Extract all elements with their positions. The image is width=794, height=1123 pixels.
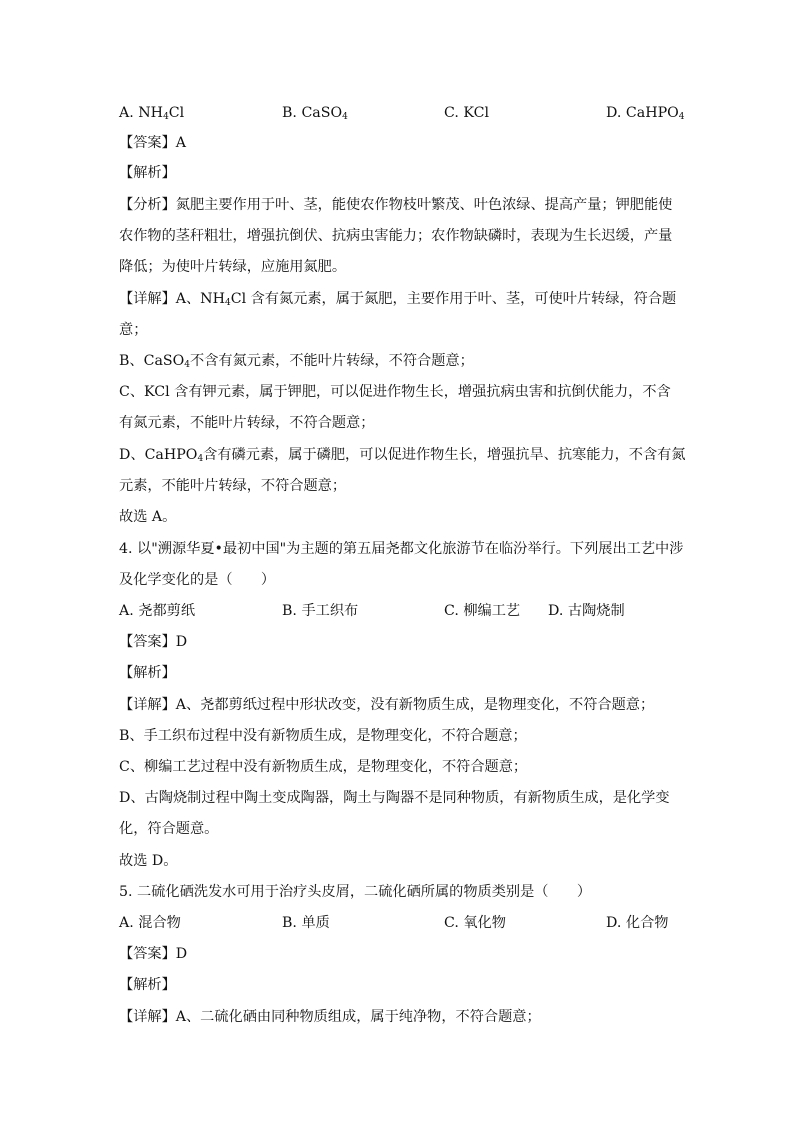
q3-detail-c-cont: 有氮元素，不能叶片转绿，不符合题意；	[119, 415, 375, 431]
q4-analysis-label: 【解析】	[119, 665, 176, 681]
q4-detail-line-4: D、古陶烧制过程中陶土变成陶器，陶土与陶器不是同种物质，有新物质生成，是化学变	[119, 790, 670, 806]
q3-detail-a: 【详解】A、$NH_4Cl$ 含有氮元素，属于氮肥，主要作用于叶、茎，可使叶片转绿，符合题	[119, 291, 677, 308]
q3-detail-c: C、KCl 含有钾元素，属于钾肥，可以促进作物生长，增强抗病虫害和抗倒伏能力，不含	[119, 384, 671, 400]
q4-stem-line-2: 及化学变化的是（ ）	[119, 572, 276, 588]
q4-option-a: A. 尧都剪纸	[119, 603, 196, 619]
q4-detail-line-5: 化，符合题意。	[119, 821, 219, 837]
q3-answer: 【答案】A	[119, 135, 186, 151]
q3-option-c: C. KCl	[444, 105, 489, 121]
q3-fenxi-line-2: 农作物的茎秆粗壮，增强抗倒伏、抗病虫害能力；农作物缺磷时，表现为生长迟缓，产量	[119, 228, 673, 244]
q4-option-c: C. 柳编工艺	[444, 603, 521, 619]
q4-option-b: B. 手工织布	[282, 603, 359, 619]
q3-detail-b: B、CaSO$_4$不含有氮元素，不能叶片转绿，不符合题意；	[119, 353, 474, 370]
q5-detail-line-1: 【详解】A、二硫化硒由同种物质组成，属于纯净物，不符合题意；	[119, 1009, 541, 1025]
q4-detail-line-2: B、手工织布过程中没有新物质生成，是物理变化，不符合题意；	[119, 728, 527, 744]
q3-analysis-label: 【解析】	[119, 165, 176, 181]
q5-analysis-label: 【解析】	[119, 977, 176, 993]
q3-fenxi-line-3: 降低；为使叶片转绿，应施用氮肥。	[119, 259, 347, 275]
q5-stem: 5. 二硫化硒洗发水可用于治疗头皮屑，二硫化硒所属的物质类别是（ ）	[119, 884, 592, 900]
q3-detail-d-cont: 元素，不能叶片转绿，不符合题意；	[119, 478, 347, 494]
q5-option-c: C. 氧化物	[444, 915, 506, 931]
q3-option-b: B. CaSO$_4$	[282, 105, 348, 122]
q3-option-a: A. $NH_4Cl$	[119, 105, 185, 122]
q4-stem-line-1: 4. 以"溯源华夏•最初中国"为主题的第五届尧都文化旅游节在临汾举行。下列展出工艺中涉	[119, 541, 684, 557]
q3-fenxi-line-1: 【分析】氮肥主要作用于叶、茎，能使农作物枝叶繁茂、叶色浓绿、提高产量；钾肥能使	[119, 197, 673, 213]
q3-conclusion: 故选 A。	[119, 509, 177, 525]
q5-option-d: D. 化合物	[606, 915, 669, 931]
q5-option-b: B. 单质	[282, 915, 330, 931]
q3-detail-d: D、CaHPO$_4$含有磷元素，属于磷肥，可以促进作物生长，增强抗旱、抗寒能力，不含有氮	[119, 447, 686, 464]
q4-conclusion: 故选 D。	[119, 853, 178, 869]
q4-detail-line-1: 【详解】A、尧都剪纸过程中形状改变，没有新物质生成，是物理变化，不符合题意；	[119, 697, 655, 713]
q4-option-d: D. 古陶烧制	[548, 603, 625, 619]
q5-answer: 【答案】D	[119, 946, 188, 962]
q4-answer: 【答案】D	[119, 634, 188, 650]
q3-detail-a-cont: 意；	[119, 322, 148, 338]
q3-option-d: D. CaHPO$_4$	[606, 105, 685, 122]
q5-option-a: A. 混合物	[119, 915, 181, 931]
q4-detail-line-3: C、柳编工艺过程中没有新物质生成，是物理变化，不符合题意；	[119, 759, 528, 775]
